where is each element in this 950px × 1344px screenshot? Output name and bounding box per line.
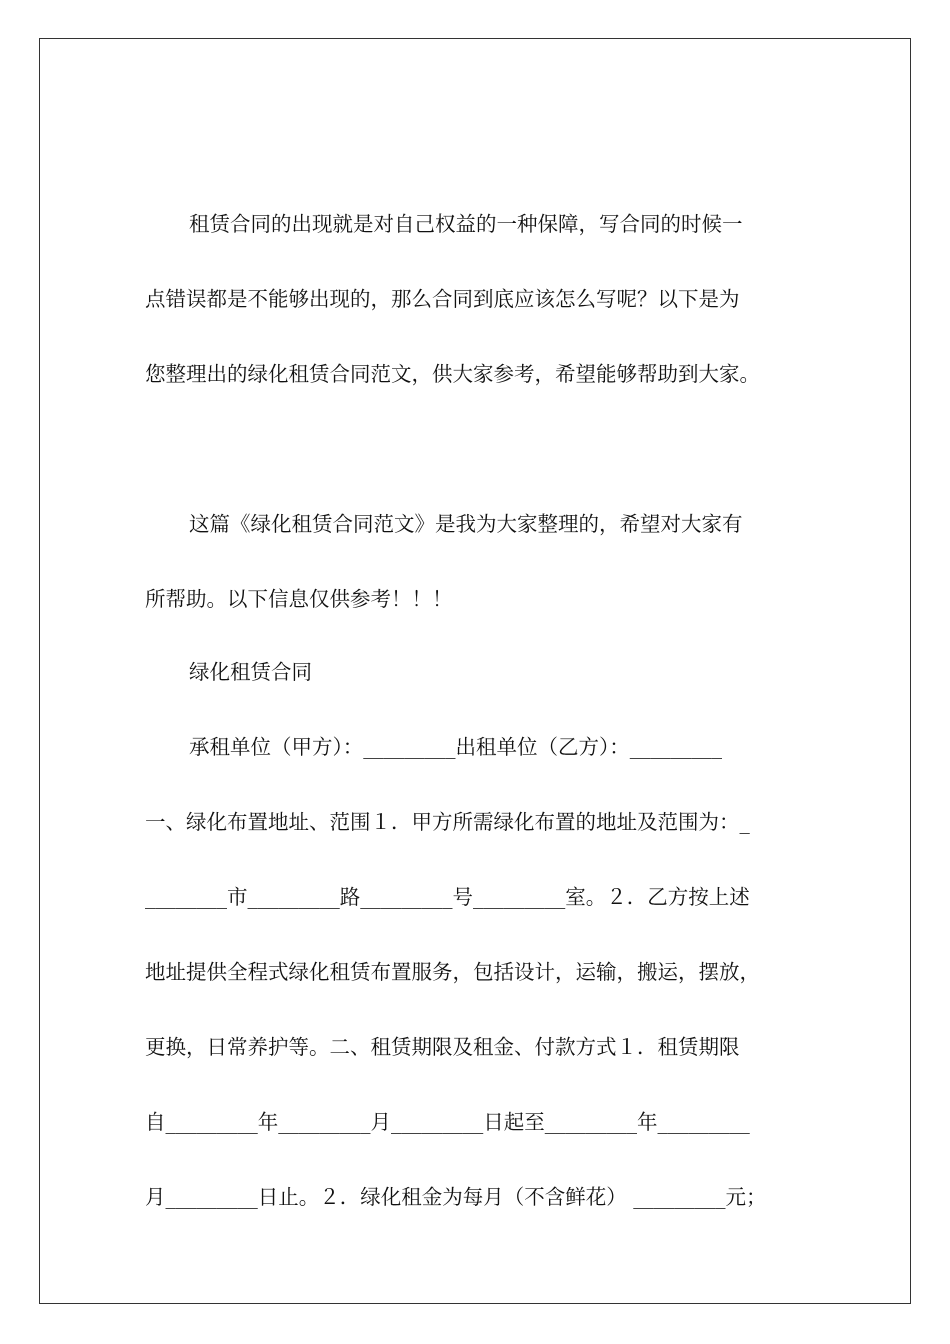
clause-line-3: 地址提供全程式绿化租赁布置服务，包括设计，运输，搬运，摆放， — [145, 960, 760, 984]
contract-title: 绿化租赁合同 — [189, 660, 312, 684]
clause-line-6: 月_________日止。２．绿化租金为每月（不含鲜花） _________元； — [145, 1185, 767, 1209]
intro-line-2: 点错误都是不能够出现的，那么合同到底应该怎么写呢？以下是为 — [145, 287, 740, 311]
note-line-1: 这篇《绿化租赁合同范文》是我为大家整理的，希望对大家有 — [189, 512, 743, 536]
intro-line-1: 租赁合同的出现就是对自己权益的一种保障，写合同的时候一 — [189, 212, 743, 236]
clause-line-2: ________市_________路_________号_________室。２．乙方按上述 — [145, 885, 750, 909]
clause-line-5: 自_________年_________月_________日起至_________年_________ — [145, 1110, 750, 1134]
clause-line-1: 一、绿化布置地址、范围１．甲方所需绿化布置的地址及范围为：_ — [145, 810, 750, 834]
note-line-2: 所帮助。以下信息仅供参考！！！ — [145, 587, 453, 611]
clause-line-4: 更换，日常养护等。二、租赁期限及租金、付款方式１．租赁期限 — [145, 1035, 740, 1059]
parties-line: 承租单位（甲方）：_________出租单位（乙方）：_________ — [189, 735, 722, 759]
intro-line-3: 您整理出的绿化租赁合同范文，供大家参考，希望能够帮助到大家。 — [145, 362, 760, 386]
